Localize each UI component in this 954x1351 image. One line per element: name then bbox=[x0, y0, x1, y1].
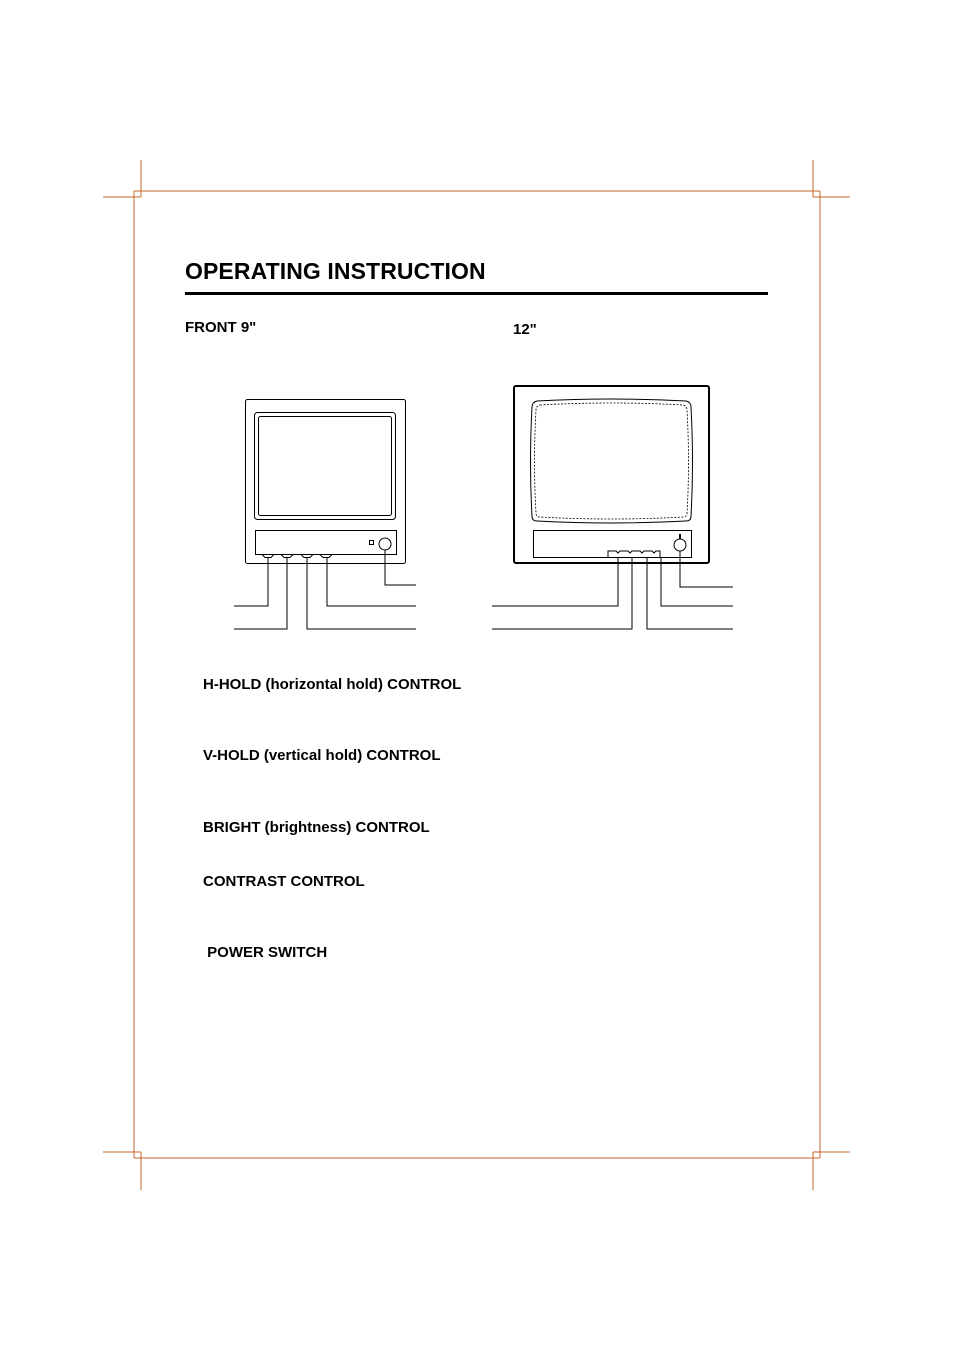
twelve-inch-label: 12" bbox=[513, 321, 537, 338]
power-switch-label: POWER SWITCH bbox=[203, 944, 328, 961]
monitor-12-screen bbox=[531, 399, 693, 523]
front-9-label: FRONT 9" bbox=[185, 319, 257, 336]
v-hold-control-label: V-HOLD (vertical hold) CONTROL bbox=[203, 747, 441, 764]
monitor-12-power-button bbox=[674, 539, 686, 551]
bright-control-label: BRIGHT (brightness) CONTROL bbox=[203, 819, 430, 836]
page-title: OPERATING INSTRUCTION bbox=[185, 258, 486, 284]
monitor-12-control-panel bbox=[534, 531, 692, 558]
contrast-control-label: CONTRAST CONTROL bbox=[203, 873, 365, 890]
monitor-12-knob-1 bbox=[608, 551, 660, 558]
h-hold-control-label: H-HOLD (horizontal hold) CONTROL bbox=[203, 676, 462, 693]
